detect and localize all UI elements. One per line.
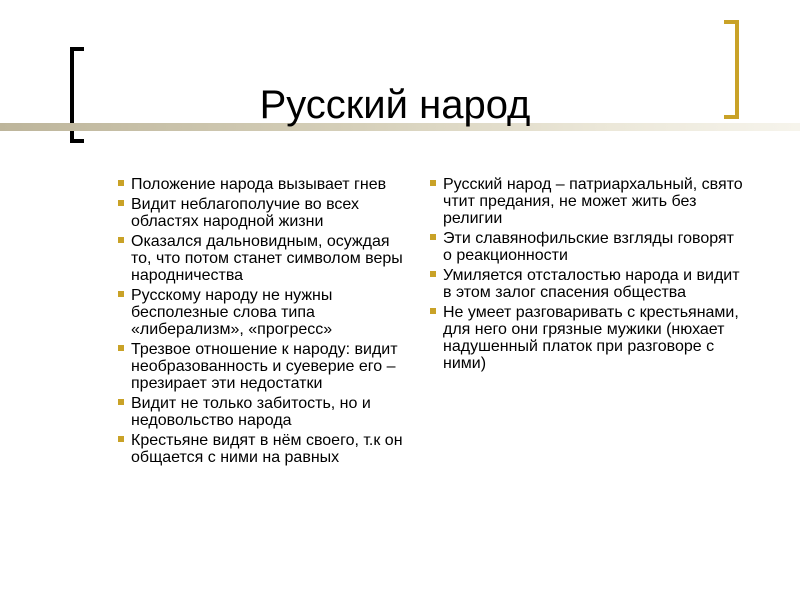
square-bullet-icon [430, 234, 436, 240]
list-item-text: Русский народ – патриархальный, свято чтит предания, не может жить без религии [443, 176, 743, 227]
list-item-text: Крестьяне видят в нём своего, т.к он общается с ними на равных [131, 432, 403, 466]
list-item-text: Оказался дальновидным, осуждая то, что потом станет символом веры народничества [131, 233, 403, 284]
square-bullet-icon [118, 436, 124, 442]
list-item [118, 176, 403, 193]
right-bullet-list [430, 176, 745, 375]
left-bullet-list [118, 176, 403, 469]
square-bullet-icon [430, 308, 436, 314]
list-item [118, 233, 403, 284]
list-item [430, 304, 745, 372]
list-item [430, 267, 745, 301]
list-item-text: Видит неблагополучие во всех областях народной жизни [131, 196, 359, 230]
square-bullet-icon [118, 180, 124, 186]
square-bullet-icon [430, 180, 436, 186]
list-item-text: Эти славянофильские взгляды говорят о реакционности [443, 230, 734, 264]
list-item-text: Не умеет разговаривать с крестьянами, для него они грязные мужики (нюхает надушенный платок при разговоре с ними) [443, 304, 739, 372]
square-bullet-icon [118, 291, 124, 297]
square-bullet-icon [430, 271, 436, 277]
list-item-text: Трезвое отношение к народу: видит необразованность и суеверие его – презирает эти недостатки [131, 341, 398, 392]
square-bullet-icon [118, 345, 124, 351]
list-item [118, 341, 403, 392]
square-bullet-icon [118, 237, 124, 243]
list-item [118, 196, 403, 230]
list-item-text: Видит не только забитость, но и недовольство народа [131, 395, 371, 429]
list-item [430, 230, 745, 264]
list-item-text: Положение народа вызывает гнев [131, 176, 387, 193]
list-item-text: Русскому народу не нужны бесполезные слова типа «либерализм», «прогресс» [131, 287, 333, 338]
list-item-text: Умиляется отсталостью народа и видит в этом залог спасения общества [443, 267, 740, 301]
list-item [430, 176, 745, 227]
square-bullet-icon [118, 399, 124, 405]
list-item [118, 432, 403, 466]
list-item [118, 395, 403, 429]
slide-title: Русский народ [259, 83, 531, 127]
square-bullet-icon [118, 200, 124, 206]
list-item [118, 287, 403, 338]
